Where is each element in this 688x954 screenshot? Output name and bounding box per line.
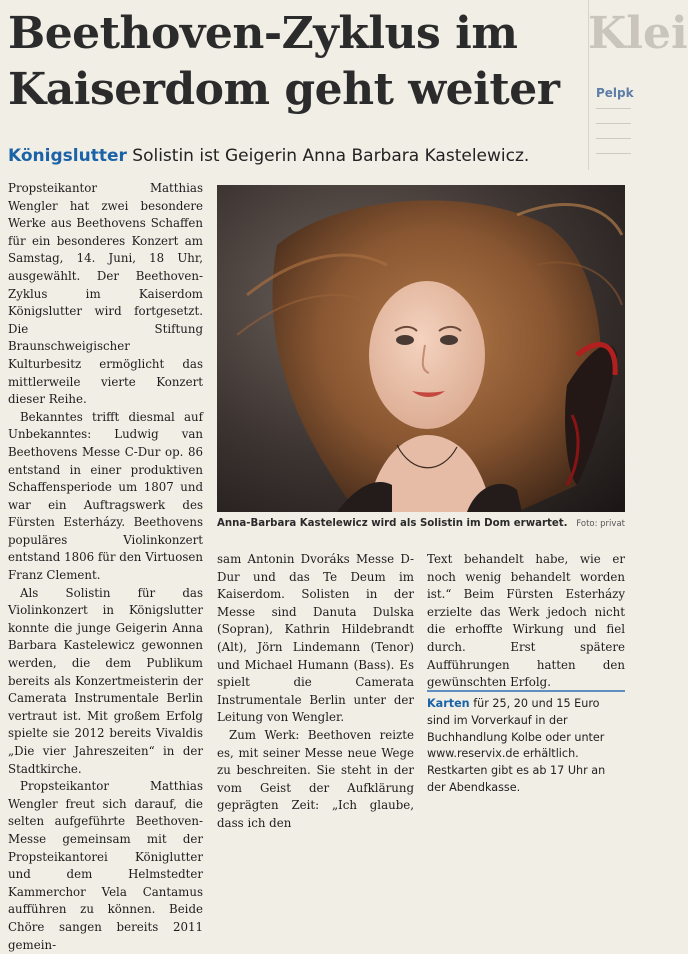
- subheadline: Solistin ist Geigerin Anna Barbara Kastelewicz.: [132, 146, 530, 166]
- paragraph: sam Antonin Dvoráks Messe D-Dur und das Te Deum im Kaiserdom. Solisten in der Messe sind Danuta Dulska (Sopran), Kathrin Hildebrandt (Alt), Jörn Lindemann (Tenor) und Michael Humann (Bass). Es spielt die Camerata Instrumentale Berlin unter der Leitung von Wengler.: [217, 552, 414, 725]
- neighbor-article-text: [596, 108, 631, 168]
- ticket-info-text: für 25, 20 und 15 Euro sind im Vorverkauf in der Buchhandlung Kolbe oder unter www.reservix.de erhältlich. Restkarten gibt es ab 17 Uhr an der Abendkasse.: [427, 697, 606, 794]
- ticket-info-box: [427, 690, 625, 797]
- portrait-illustration: [217, 185, 625, 512]
- paragraph: Propsteikantor Matthias Wengler freut sich darauf, die selten aufgeführte Beethoven-Messe gemeinsam mit der Propsteikantorei Königlutter und dem Helmstedter Kammerchor Vela Cantamus aufführen zu können. Beide Chöre sangen bereits 2011 gemein-: [8, 779, 203, 952]
- photo-caption: Anna-Barbara Kastelewicz wird als Solistin im Dom erwartet.: [217, 518, 568, 529]
- neighbor-article-title: Klei: [588, 8, 688, 59]
- article-column-1: [8, 180, 203, 954]
- paragraph: Zum Werk: Beethoven reizte es, mit seiner Messe neue Wege zu beschreiten. Sie steht in der vom Geist der Aufklärung geprägten Zeit: „Ich glaube, dass ich den: [217, 727, 414, 830]
- paragraph: Als Solistin für das Violinkonzert in Königslutter konnte die junge Geigerin Anna Barbara Kastelewicz gewonnen werden, die dem Publikum bereits als Konzertmeisterin der Camerata Instrumentale Berlin vertraut ist. Mit großem Erfolg spielte sie 2012 bereits Vivaldis „Die vier Jahreszeiten“ in der Stadtkirche.: [8, 585, 203, 776]
- portrait-photo: [217, 185, 625, 512]
- subheadline-row: [8, 146, 529, 166]
- photo-credit: Foto: privat: [576, 519, 625, 529]
- paragraph: Propsteikantor Matthias Wengler hat zwei besondere Werke aus Beethovens Schaffen für ein besonderes Konzert am Samstag, 14. Juni, 18 Uhr, ausgewählt. Der Beethoven-Zyklus im Kaiserdom Königslutter wird fortgesetzt. Die Stiftung Braunschweigischer Kulturbesitz ermöglicht das mittlerweile vierte Konzert dieser Reihe.: [8, 181, 203, 407]
- article-column-3: [427, 551, 625, 692]
- neighbor-article-subtitle: Pelpk: [596, 86, 634, 100]
- location-kicker: Königslutter: [8, 146, 127, 166]
- paragraph: Bekanntes trifft diesmal auf Unbekanntes: Ludwig van Beethovens Messe C-Dur op. 86 entstand in einer produktiven Schaffensperiode um 1807 und war ein Auftragswerk des Fürsten Esterházy. Beethovens populäres Violinkonzert entstand 1806 für den Virtuosen Franz Clement.: [8, 409, 203, 583]
- article-column-2: [217, 551, 414, 833]
- ticket-info-label: Karten: [427, 697, 470, 710]
- headline: Beethoven-Zyklus im Kaiserdom geht weiter: [8, 8, 560, 115]
- paragraph: Text behandelt habe, wie er noch wenig behandelt worden ist.“ Beim Fürsten Esterházy erzielte das Werk jedoch nicht die erhoffte Wirkung und fiel durch. Erst spätere Aufführungen hatten den gewünschten Erfolg.: [427, 552, 625, 690]
- photo-caption-row: [217, 518, 625, 529]
